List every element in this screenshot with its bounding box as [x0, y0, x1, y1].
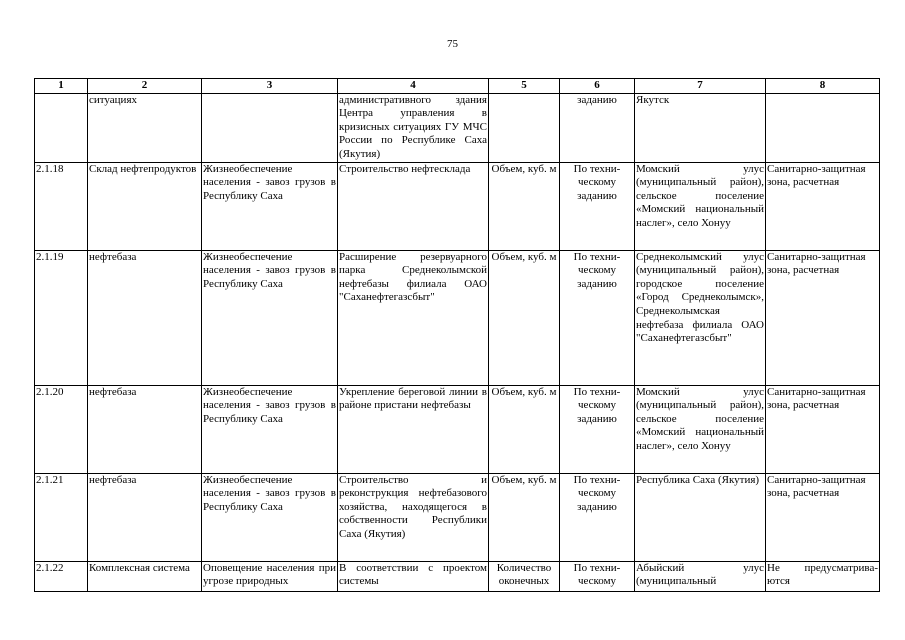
- parameter-cell: Количество оконечных: [489, 561, 560, 591]
- parameter-cell: Объем, куб. м: [489, 250, 560, 385]
- zone-cell: Не предусматрива-ются: [766, 561, 880, 591]
- zone-cell: Санитарно-защитная зона, расчетная: [766, 250, 880, 385]
- column-header-8: 8: [766, 79, 880, 94]
- value-cell: По техни-ческому заданию: [560, 162, 635, 250]
- purpose-cell: Оповещение населения при угрозе природных: [202, 561, 338, 591]
- column-header-1: 1: [35, 79, 88, 94]
- purpose-cell: Жизнеобеспечение населения - завоз грузов в Республику Саха: [202, 250, 338, 385]
- object-name-cell: Комплексная система: [88, 561, 202, 591]
- measure-cell: Строительство нефтесклада: [338, 162, 489, 250]
- value-cell: заданию: [560, 93, 635, 162]
- parameter-cell: [489, 93, 560, 162]
- value-cell: По техни-ческому заданию: [560, 473, 635, 561]
- location-cell: Среднеколымский улус (муниципальный район), городское поселение «Город Среднеколымск», Среднеколымская нефтебаза филиала ОАО "Саханефтегазсбыт": [635, 250, 766, 385]
- location-cell: Момский улус (муниципальный район), сельское поселение «Момский национальный наслег», село Хонуу: [635, 162, 766, 250]
- object-name-cell: Склад нефтепродуктов: [88, 162, 202, 250]
- zone-cell: [766, 93, 880, 162]
- row-number-cell: 2.1.21: [35, 473, 88, 561]
- object-name-cell: нефтебаза: [88, 473, 202, 561]
- table-row: [35, 385, 880, 473]
- parameter-cell: Объем, куб. м: [489, 385, 560, 473]
- zone-cell: Санитарно-защитная зона, расчетная: [766, 162, 880, 250]
- measure-cell: Расширение резервуарного парка Среднеколымской нефтебазы филиала ОАО "Саханефтегазсбыт": [338, 250, 489, 385]
- column-header-2: 2: [88, 79, 202, 94]
- purpose-cell: Жизнеобеспечение населения - завоз грузов в Республику Саха: [202, 162, 338, 250]
- page-number: 75: [447, 38, 458, 50]
- table-row: [35, 250, 880, 385]
- measure-cell: административного здания Центра управления в кризисных ситуациях ГУ МЧС России по Республике Саха (Якутия): [338, 93, 489, 162]
- measure-cell: В соответствии с проектом системы: [338, 561, 489, 591]
- row-number-cell: 2.1.20: [35, 385, 88, 473]
- measure-cell: Строительство и реконструкция нефтебазового хозяйства, находящегося в собственности Республики Саха (Якутия): [338, 473, 489, 561]
- row-number-cell: [35, 93, 88, 162]
- value-cell: По техни-ческому заданию: [560, 250, 635, 385]
- row-number-cell: 2.1.19: [35, 250, 88, 385]
- location-cell: Момский улус (муниципальный район), сельское поселение «Момский национальный наслег», село Хонуу: [635, 385, 766, 473]
- value-cell: По техни-ческому заданию: [560, 385, 635, 473]
- purpose-cell: [202, 93, 338, 162]
- object-name-cell: нефтебаза: [88, 385, 202, 473]
- table-row: [35, 162, 880, 250]
- column-header-5: 5: [489, 79, 560, 94]
- object-name-cell: нефтебаза: [88, 250, 202, 385]
- row-number-cell: 2.1.18: [35, 162, 88, 250]
- location-cell: Якутск: [635, 93, 766, 162]
- column-header-6: 6: [560, 79, 635, 94]
- document-table: [34, 78, 880, 592]
- location-cell: Республика Саха (Якутия): [635, 473, 766, 561]
- parameter-cell: Объем, куб. м: [489, 473, 560, 561]
- header-row: [35, 79, 880, 94]
- column-header-4: 4: [338, 79, 489, 94]
- table-row: [35, 473, 880, 561]
- value-cell: По техни-ческому: [560, 561, 635, 591]
- column-header-3: 3: [202, 79, 338, 94]
- table-row: [35, 93, 880, 162]
- measure-cell: Укрепление береговой линии в районе пристани нефтебазы: [338, 385, 489, 473]
- row-number-cell: 2.1.22: [35, 561, 88, 591]
- zone-cell: Санитарно-защитная зона, расчетная: [766, 385, 880, 473]
- object-name-cell: ситуациях: [88, 93, 202, 162]
- parameter-cell: Объем, куб. м: [489, 162, 560, 250]
- column-header-7: 7: [635, 79, 766, 94]
- purpose-cell: Жизнеобеспечение населения - завоз грузов в Республику Саха: [202, 473, 338, 561]
- zone-cell: Санитарно-защитная зона, расчетная: [766, 473, 880, 561]
- purpose-cell: Жизнеобеспечение населения - завоз грузов в Республику Саха: [202, 385, 338, 473]
- location-cell: Абыйский улус (муниципальный: [635, 561, 766, 591]
- table-row: [35, 561, 880, 591]
